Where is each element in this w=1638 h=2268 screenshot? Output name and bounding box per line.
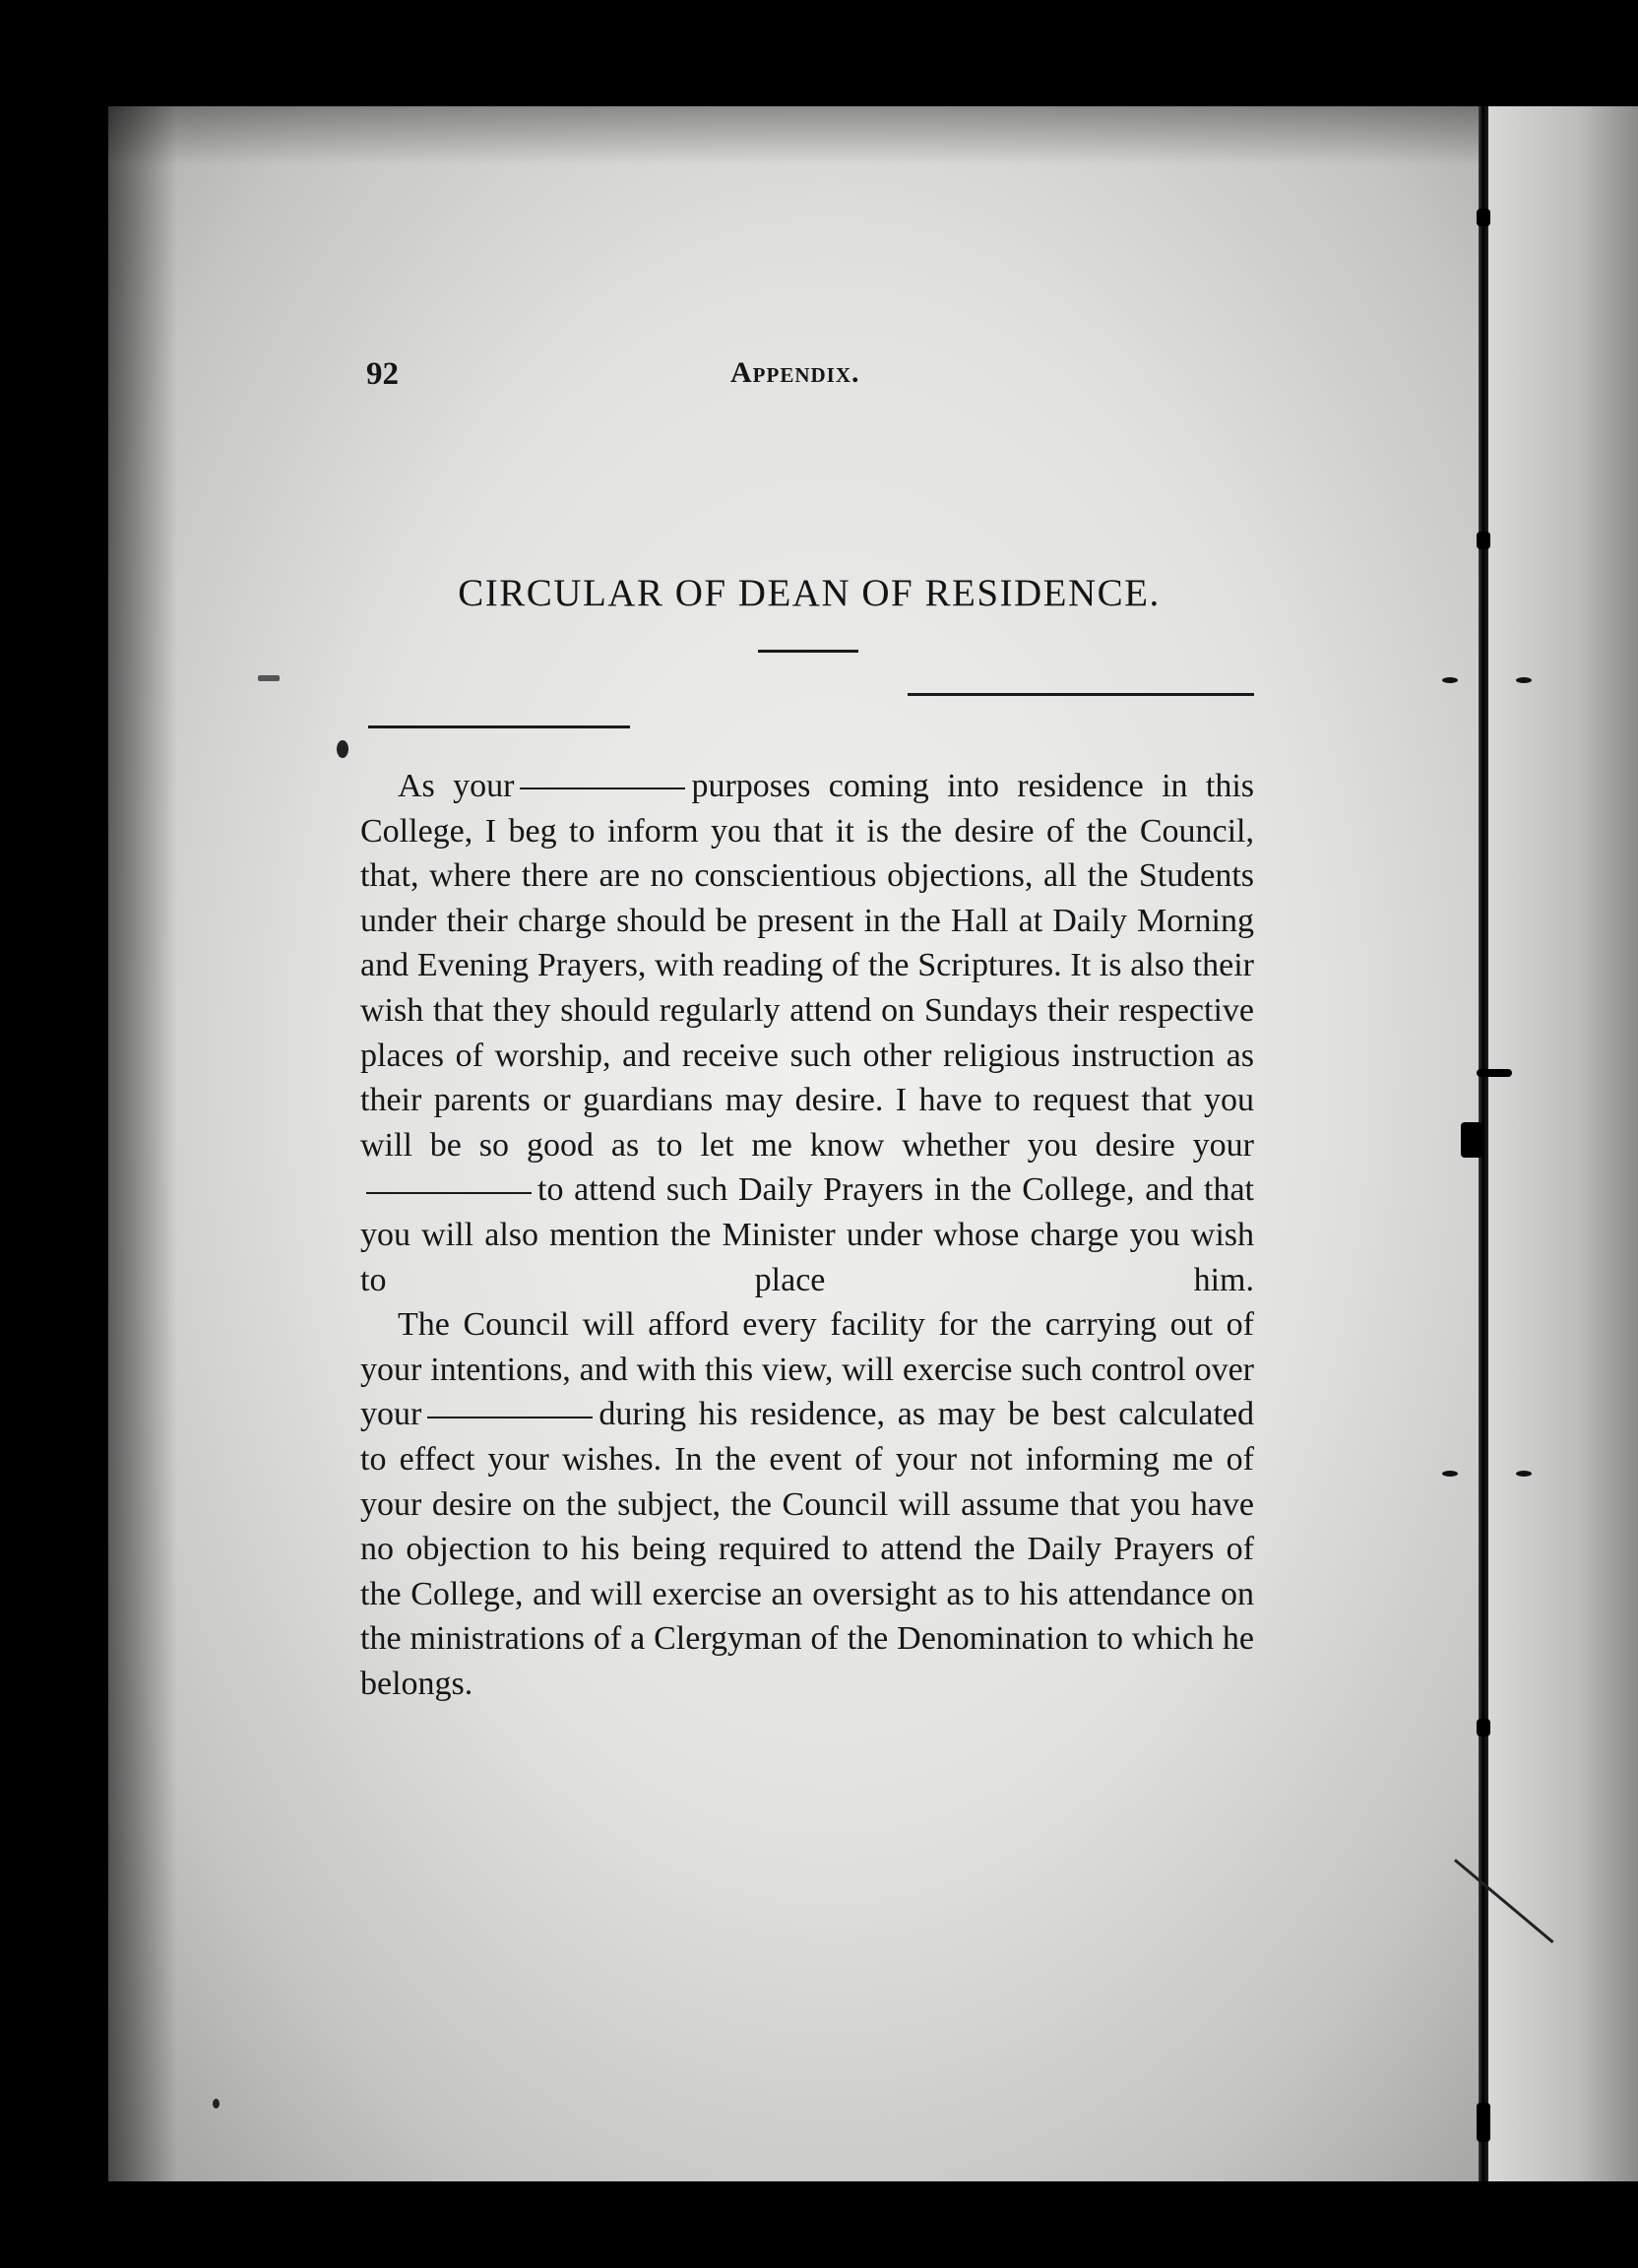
fill-in-blank — [520, 788, 685, 789]
paragraph-1-part-c: to attend such Daily Prayers in the College, and that you will also mention the Minister under whose charge you wish to place him. — [360, 1171, 1254, 1298]
date-blank-line — [908, 693, 1254, 696]
salutation-blank-line — [368, 725, 630, 728]
paragraph-1-part-b: purposes coming into residence in this College, I beg to inform you that it is the desire of the Council, that, where there are no conscientious objections, all the Students under their charge should be present in the Hall at Daily Morning and Evening Prayers, with reading of the Scriptures. It is also their wish that they should regularly attend on Sundays their respective places of worship, and receive such other religious instruction as their parents or guardians may desire. I have to request that you will be so good as to let me know whether you desire your — [360, 768, 1255, 1164]
paragraph-2-part-a: The Council will afford every facility for the carrying out of your intentions, and with this view, will exercise such control over your — [360, 1306, 1254, 1433]
ink-speck — [213, 2099, 220, 2109]
running-head — [366, 356, 1252, 406]
page-edge-shadow — [108, 106, 177, 2181]
binding-thread-mark — [1477, 532, 1490, 549]
circular-body — [360, 764, 1254, 1706]
ink-speck — [1516, 677, 1532, 683]
page-number: 92 — [366, 356, 399, 392]
binding-thread-mark — [1477, 209, 1490, 226]
document-title: CIRCULAR OF DEAN OF RESIDENCE. — [458, 572, 1161, 614]
binding-thread-mark — [1461, 1122, 1482, 1158]
paragraph-1 — [360, 764, 1254, 1302]
paragraph-2-part-b: during his residence, as may be best calculated to effect your wishes. In the event of your not informing me of your desire on the subject, the Council will assume that you have no objection to his being required to attend the Daily Prayers of the College, and will exercise an oversight as to his attendance on the ministrations of a Clergyman of the Denomination to which he belongs. — [360, 1396, 1254, 1702]
page-top-shadow — [108, 106, 1494, 165]
binding-thread-mark — [1477, 1719, 1490, 1736]
ink-speck — [337, 740, 348, 758]
ink-speck — [258, 675, 280, 681]
binding-thread-mark — [1477, 1069, 1512, 1077]
facing-page-edge — [1488, 106, 1638, 2181]
fill-in-blank — [427, 1417, 593, 1418]
ink-speck — [1442, 1471, 1458, 1477]
fill-in-blank — [366, 1192, 532, 1194]
ink-speck — [1442, 677, 1458, 683]
ink-speck — [1516, 1471, 1532, 1477]
binding-thread-mark — [1477, 2103, 1490, 2142]
title-rule — [758, 650, 858, 653]
running-title: Appendix. — [730, 356, 860, 389]
paragraph-2 — [360, 1302, 1254, 1706]
paragraph-1-part-a: As your — [398, 768, 515, 804]
